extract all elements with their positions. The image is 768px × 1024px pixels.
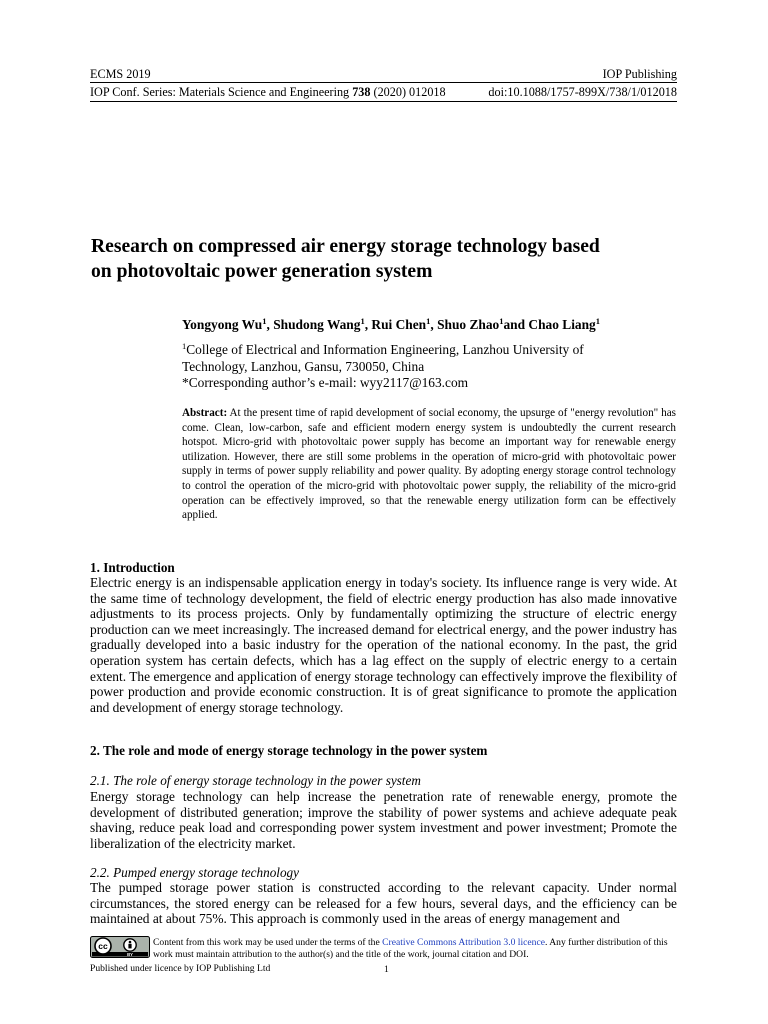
author-name: Shudong Wang [273,317,361,332]
author-name: Shuo Zhao [437,317,500,332]
author-affiliation-marker: 1 [360,316,365,326]
author-separator: , [430,317,438,332]
section-paragraph: Energy storage technology can help increase the penetration rate of renewable energy, promote the development of distributed generation; improve the stability of power systems and achieve adequate peak shaving, reduce peak load and corresponding power system investment and power investment; Promote the liberalization of the electricity market. [90,789,677,851]
author-name: Rui Chen [371,317,427,332]
section-paragraph: Electric energy is an indispensable application energy in today's society. Its influence range is very wide. At the same time of technology development, the field of electric energy production has also made innovative adjustments to its process projects. Only by fundamentally optimizing the structure of electric energy production can we meet increasingly. The increased demand for electrical energy, and the power industry has gradually developed into a basic industry for the operation of the national economy. In the past, the grid operation system has certain defects, which has a lag effect on the supply of electric energy to a certain extent. The emergence and application of energy storage technology can effectively improve the flexibility of power production and provide economic construction. It is of great significance to promote the application and development of energy storage technology. [90,575,677,715]
license-link[interactable]: Creative Commons Attribution 3.0 licence [382,937,545,948]
paper-title [91,234,681,284]
publisher-name: IOP Publishing [602,67,677,81]
abstract [182,406,676,523]
svg-text:cc: cc [98,941,108,952]
license-pre: Content from this work may be used under the terms of the [153,937,380,948]
license-text [153,937,679,961]
author-separator: , [266,317,274,332]
doi-link[interactable]: doi:10.1088/1757-899X/738/1/012018 [488,85,677,99]
page-number: 1 [384,964,389,975]
journal-series: IOP Conf. Series: Materials Science and Engineering [90,85,350,99]
abstract-text: At the present time of rapid development of social economy, the upsurge of "energy revolution" has come. Clean, low-carbon, safe and efficient modern energy system is undoubtedly the current research hotspot. Micro-grid with photovoltaic power supply has become an important way for renewable energy utilization. However, there are still some problems in the operation of micro-grid with photovoltaic power supply in terms of power supply reliability and power quality. By adopting energy storage control technology to control the operation of the micro-grid with photovoltaic power supply, the reliability of the micro-grid operation can be effectively improved, so that the renewable energy utilization form can be effectively applied. [182,407,676,522]
cc-by-icon [90,936,150,958]
affiliation-line: College of Electrical and Information Engineering, Lanzhou University of [186,342,584,357]
author-name: Yongyong Wu [182,317,263,332]
published-statement: Published under licence by IOP Publishing Ltd [90,963,271,974]
section-paragraph: The pumped storage power station is constructed according to the relevant capacity. Under normal circumstances, the stored energy can be released for a few hours, several days, and the efficiency can be maintained at about 75%. This approach is commonly used in the areas of energy management and [90,880,677,927]
author-affiliation-marker: 1 [499,316,504,326]
author-list [182,316,600,333]
author-affiliation-marker: 1 [262,316,267,326]
header-rule [90,82,677,83]
conference-name: ECMS 2019 [90,67,151,81]
affiliation-line: Technology, Lanzhou, Gansu, 730050, China [182,359,425,374]
section-heading: 1. Introduction [90,560,175,575]
header-rule-bottom [90,101,677,102]
svg-text:BY: BY [127,952,133,957]
title-line: Research on compressed air energy storage technology based [91,236,600,257]
subsection-heading: 2.2. Pumped energy storage technology [90,865,299,880]
author-affiliation-marker: 1 [595,316,601,326]
affiliation [182,338,652,375]
title-line: on photovoltaic power generation system [91,261,433,282]
author-separator: , [364,317,372,332]
journal-citation: (2020) 012018 [373,85,446,99]
author-affiliation-marker: 1 [426,316,431,326]
journal-volume: 738 [352,85,371,99]
subsection-heading: 2.1. The role of energy storage technology in the power system [90,773,421,788]
author-name: and Chao Liang [503,317,596,332]
cc-by-badge[interactable] [90,936,150,958]
section-heading: 2. The role and mode of energy storage technology in the power system [90,743,488,758]
corresponding-author: *Corresponding author’s e-mail: wyy2117@163.com [182,375,469,390]
abstract-label: Abstract: [182,407,228,419]
affiliation-marker: 1 [182,341,187,351]
citation-line [90,85,446,100]
license-post: . Any further distribution of this work must maintain attribution to the author(s) and the title of the work, journal citation and DOI. [153,937,668,960]
